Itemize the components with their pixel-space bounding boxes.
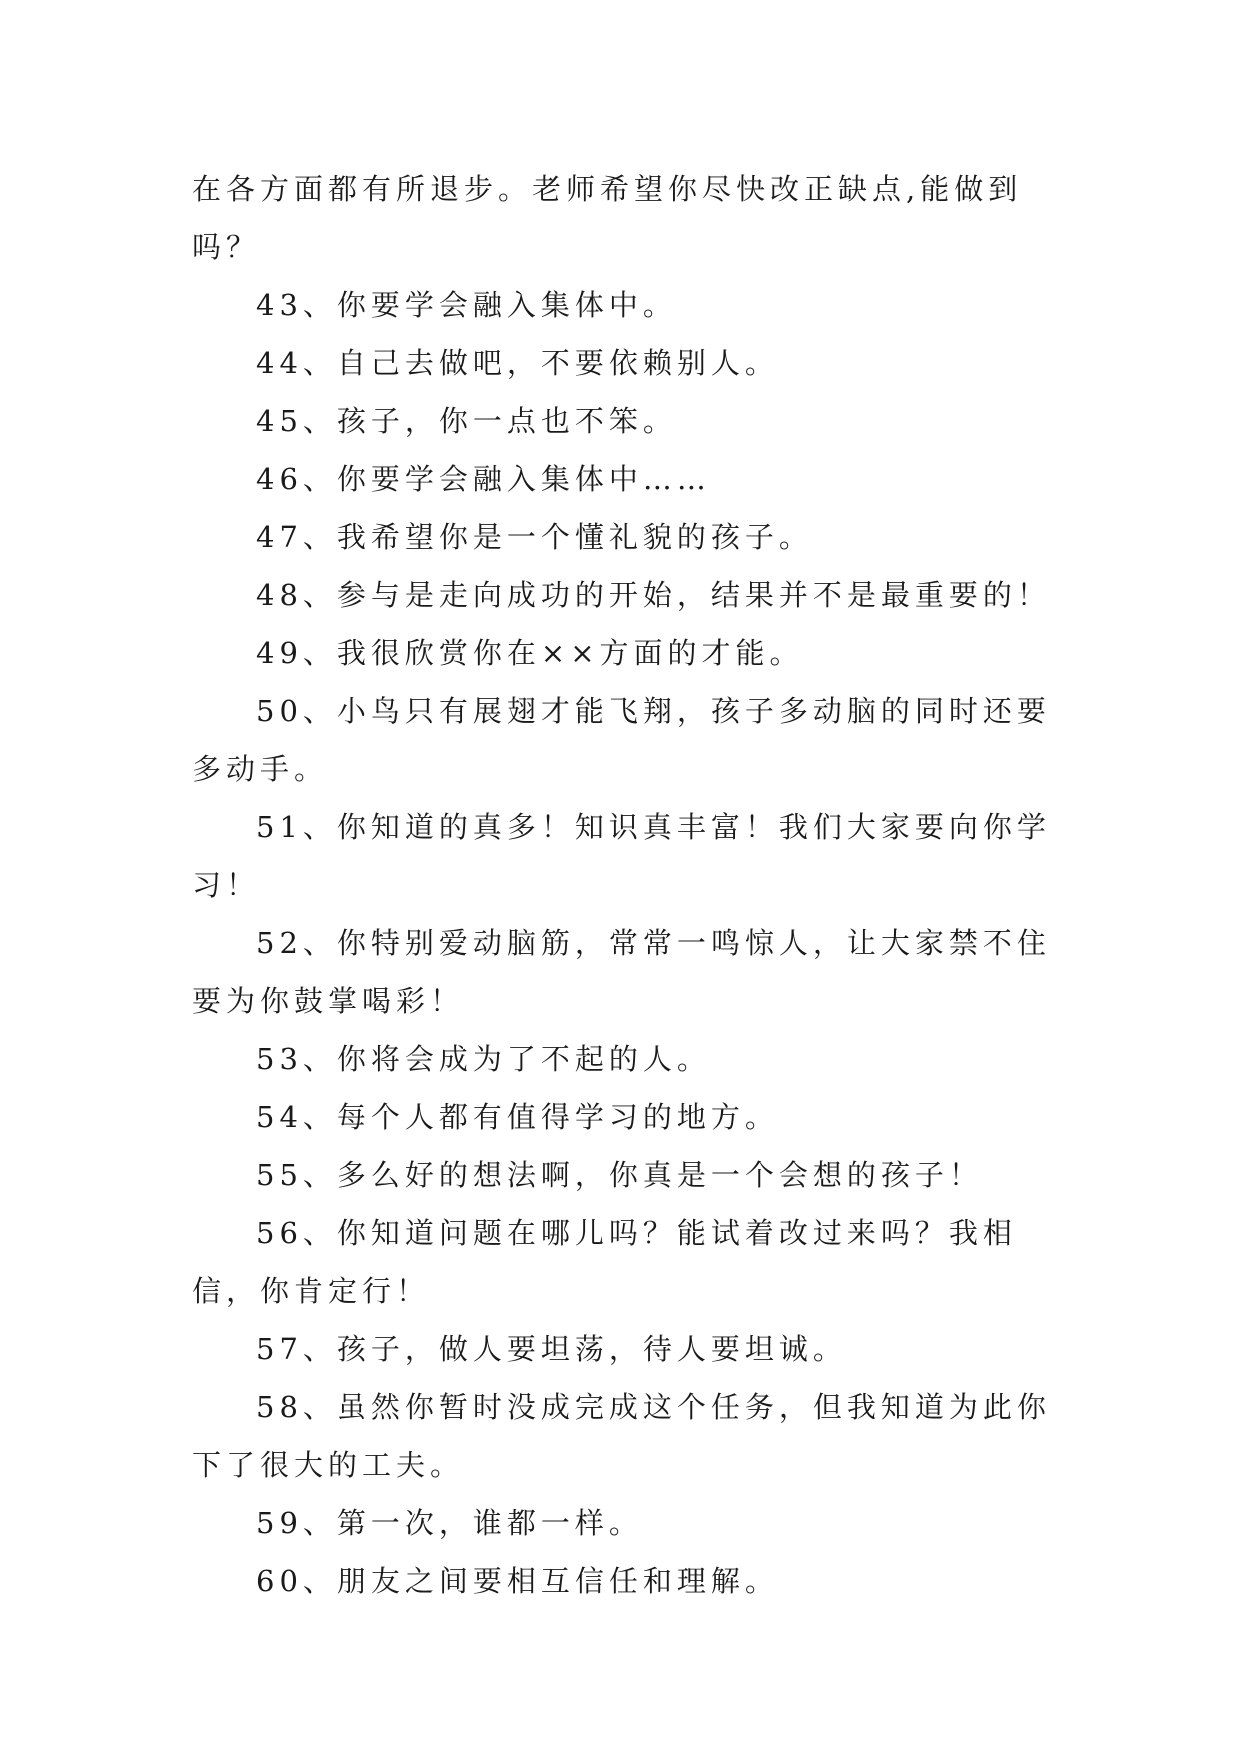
- list-item-55: 55、多么好的想法啊，你真是一个会想的孩子！: [256, 1158, 983, 1192]
- paragraph-continued: 在各方面都有所退步。老师希望你尽快改正缺点,能做到吗？: [192, 172, 1023, 264]
- list-item-48: 48、参与是走向成功的开始，结果并不是最重要的！: [256, 578, 1051, 612]
- list-item-51: 51、你知道的真多！知识真丰富！我们大家要向你学习！: [192, 810, 1051, 902]
- list-item-50: 50、小鸟只有展翅才能飞翔，孩子多动脑的同时还要多动手。: [192, 694, 1051, 786]
- list-item-59: 59、第一次，谁都一样。: [256, 1506, 643, 1540]
- list-item-52: 52、你特别爱动脑筋，常常一鸣惊人，让大家禁不住要为你鼓掌喝彩！: [192, 926, 1051, 1018]
- list-item-57: 57、孩子，做人要坦荡，待人要坦诚。: [256, 1332, 847, 1366]
- list-item-54: 54、每个人都有值得学习的地方。: [256, 1100, 779, 1134]
- list-item-49: 49、我很欣赏你在××方面的才能。: [256, 636, 804, 670]
- list-item-46: 46、你要学会融入集体中……: [256, 462, 711, 496]
- list-item-43: 43、你要学会融入集体中。: [256, 288, 677, 322]
- list-item-47: 47、我希望你是一个懂礼貌的孩子。: [256, 520, 813, 554]
- list-item-45: 45、孩子，你一点也不笨。: [256, 404, 677, 438]
- list-item-60: 60、朋友之间要相互信任和理解。: [256, 1564, 779, 1598]
- list-item-56: 56、你知道问题在哪儿吗？能试着改过来吗？我相信，你肯定行！: [192, 1216, 1017, 1308]
- list-item-53: 53、你将会成为了不起的人。: [256, 1042, 711, 1076]
- document-body: [192, 160, 1062, 1610]
- list-item-44: 44、自己去做吧，不要依赖别人。: [256, 346, 779, 380]
- list-item-58: 58、虽然你暂时没成完成这个任务，但我知道为此你下了很大的工夫。: [192, 1390, 1051, 1482]
